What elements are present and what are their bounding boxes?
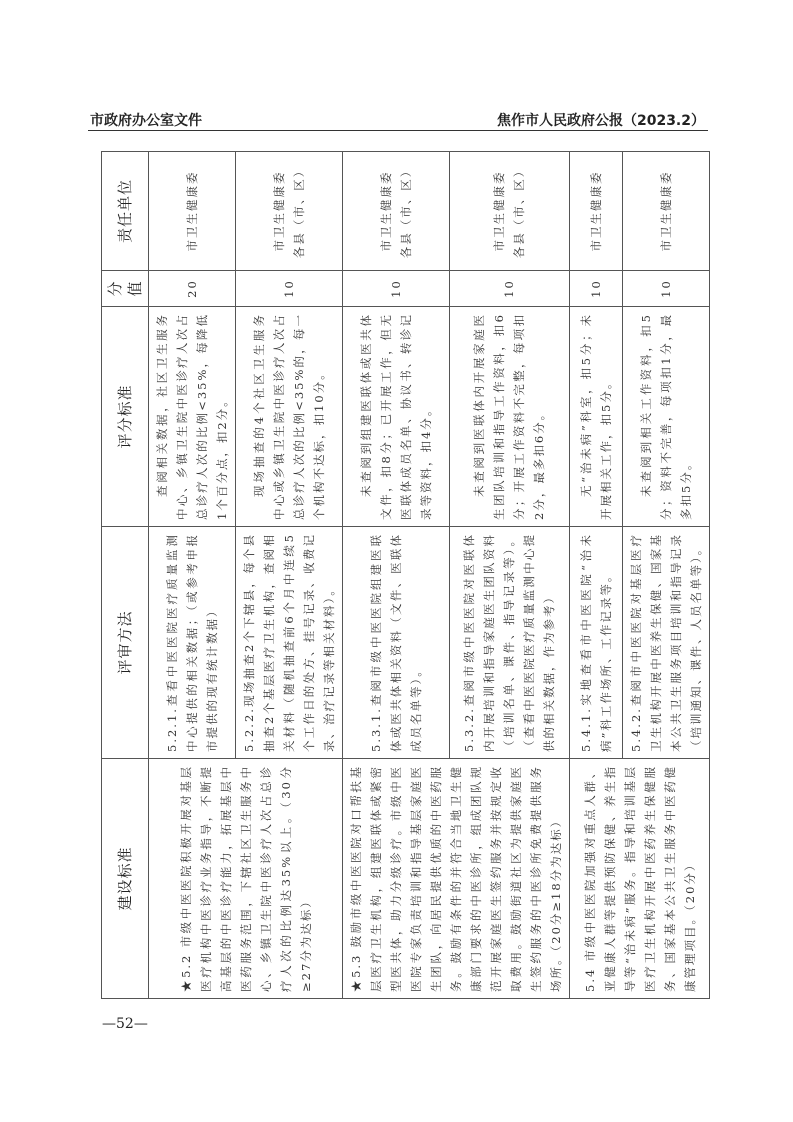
scoring-cell: 未查阅到医联体内开展家庭医生团队培训和指导工作资料，扣6分；开展工作资料不完整，每项扣2分，最多扣6分。 (449, 307, 569, 527)
unit-cell (570, 152, 623, 271)
standard-cell: ★5.3 鼓励市级中医医院对口帮扶基层医疗卫生机构，组建医联体或紧密型医共体，助力分级诊疗。市级中医医院专家负责培训和指导基层家庭医生团队，向居民提供优质的中医药服务。鼓励有条件的并符合当地卫生健康部门要求的中医诊所，组成团队规范开展家庭医生签约服务并按规定收取费用。鼓励街道社区为提供家庭医生签约服务的中医诊所免费提供服务场所。（20分≥18分为达标） (343, 759, 570, 999)
scoring-cell: 查阅相关数据，社区卫生服务中心、乡镇卫生院中医诊疗人次占总诊疗人次的比例<35%，每降低1个百分点，扣2分。 (149, 307, 236, 527)
rotated-table-container (101, 152, 703, 999)
unit-cell (236, 152, 343, 271)
unit-line: 市卫生健康委 (185, 170, 199, 252)
scoring-cell: 未查阅到相关工作资料，扣5分；资料不完善，每项扣1分，最多扣5分。 (623, 307, 710, 527)
running-header-left: 市政府办公室文件 (90, 113, 202, 129)
unit-line: 市卫生健康委 (492, 170, 507, 252)
score-cell: 10 (236, 271, 343, 307)
unit-cell (449, 152, 569, 271)
method-cell: 5.3.1.查阅市级中医医院组建医联体或医共体相关资料（文件、医联体成员名单等）。 (343, 527, 450, 759)
scoring-cell: 无“治未病”科室，扣5分；未开展相关工作，扣5分。 (570, 307, 623, 527)
unit-line: 市卫生健康委 (378, 170, 393, 252)
table-row (149, 152, 236, 999)
page-number: —52— (102, 1016, 148, 1032)
unit-line: 各县（市、区） (512, 163, 527, 259)
method-cell: 5.4.1.实地查看市中医医院“治未病”科工作场所、工作记录等。 (570, 527, 623, 759)
method-cell: 5.2.2.现场抽查2个下辖县，每个县抽查2个基层医疗卫生机构，查阅相关材料（随机抽查前6个月中连续5个工作日的处方、挂号记录、收费记录、治疗记录等相关材料）。 (236, 527, 343, 759)
column-header: 责任单位 (102, 152, 149, 271)
running-header-right: 焦作市人民政府公报（2023.2） (496, 113, 705, 129)
score-cell: 10 (449, 271, 569, 307)
unit-cell (149, 152, 236, 271)
column-header: 分值 (102, 271, 149, 307)
column-header: 评分标准 (102, 307, 149, 527)
method-cell: 5.3.2.查阅市级中医医院对医联体内开展培训和指导家庭医生团队资料（培训名单、课件、指导记录等）。（查看中医医院医疗质量监测中心提供的相关数据，作为参考） (449, 527, 569, 759)
unit-cell (343, 152, 450, 271)
column-header: 评审方法 (102, 527, 149, 759)
table-row (570, 152, 623, 999)
score-cell: 10 (570, 271, 623, 307)
header-divider (88, 130, 708, 131)
score-cell: 10 (343, 271, 450, 307)
column-header: 建设标准 (102, 759, 149, 999)
unit-line: 市卫生健康委 (589, 170, 603, 252)
table-row (343, 152, 450, 999)
unit-line: 各县（市、区） (292, 163, 306, 259)
method-cell: 5.4.2.查阅市中医医院对基层医疗卫生机构开展中医养生保健、国家基本公共卫生服务项目培训和指导记录（培训通知、课件、人员名单等）。 (623, 527, 710, 759)
unit-line: 市卫生健康委 (659, 170, 673, 252)
table-header-row (102, 152, 149, 999)
method-cell: 5.2.1.查看中医医院医疗质量监测中心提供的相关数据；（或参考申报市提供的现有统计数据） (149, 527, 236, 759)
evaluation-table (101, 151, 710, 999)
unit-line: 各县（市、区） (398, 163, 413, 259)
unit-line: 市卫生健康委 (272, 170, 286, 252)
standard-cell: ★5.2 市级中医医院积极开展对基层医疗机构中医诊疗业务指导，不断提高基层的中医诊疗能力，拓展基层中医药服务范围，下辖社区卫生服务中心、乡镇卫生院中医诊疗人次占总诊疗人次的比例达35%以上。（30分≥27分为达标） (149, 759, 343, 999)
scoring-cell: 未查阅到组建医联体或医共体文件，扣8分；已开展工作，但无医联体成员名单、协议书、转诊记录等资料，扣4分。 (343, 307, 450, 527)
standard-cell: 5.4 市级中医医院加强对重点人群、亚健康人群等提供预防保健、养生指导等“治未病”服务。指导和培训基层医疗卫生机构开展中医药养生保健服务、国家基本公共卫生服务中医药健康管理项目。（20分） (570, 759, 710, 999)
scoring-cell: 现场抽查的4个社区卫生服务中心或乡镇卫生院中医诊疗人次占总诊疗人次的比例<35%的，每一个机构不达标，扣10分。 (236, 307, 343, 527)
score-cell: 10 (623, 271, 710, 307)
score-cell: 20 (149, 271, 236, 307)
unit-cell (623, 152, 710, 271)
